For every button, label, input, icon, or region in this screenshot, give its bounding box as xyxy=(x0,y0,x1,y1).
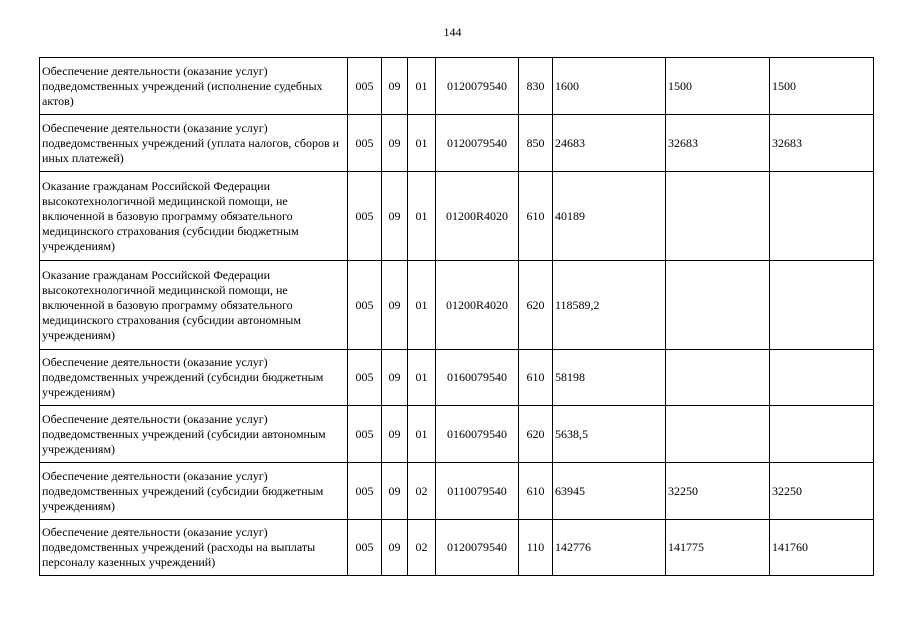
cell-ministry: 005 xyxy=(348,172,382,261)
cell-target: 0110079540 xyxy=(436,463,519,520)
table-row xyxy=(40,350,874,406)
table-row xyxy=(40,172,874,261)
cell-target: 0160079540 xyxy=(436,406,519,463)
table-row xyxy=(40,406,874,463)
cell-ministry: 005 xyxy=(348,520,382,576)
cell-target: 0160079540 xyxy=(436,350,519,406)
cell-name: Обеспечение деятельности (оказание услуг) подведомственных учреждений (исполнение судебных актов) xyxy=(40,58,348,115)
cell-amount-year2: 32250 xyxy=(666,463,770,520)
cell-subsection: 01 xyxy=(408,172,436,261)
cell-target: 0120079540 xyxy=(436,115,519,172)
cell-subsection: 01 xyxy=(408,350,436,406)
cell-name: Обеспечение деятельности (оказание услуг) подведомственных учреждений (субсидии бюджетным учреждениям) xyxy=(40,350,348,406)
cell-amount-year1: 1600 xyxy=(553,58,666,115)
cell-section: 09 xyxy=(382,463,408,520)
cell-ministry: 005 xyxy=(348,261,382,350)
cell-amount-year2 xyxy=(666,261,770,350)
cell-section: 09 xyxy=(382,261,408,350)
cell-ministry: 005 xyxy=(348,58,382,115)
cell-subsection: 01 xyxy=(408,115,436,172)
cell-subsection: 02 xyxy=(408,520,436,576)
cell-amount-year1: 40189 xyxy=(553,172,666,261)
cell-expense-type: 620 xyxy=(519,406,553,463)
cell-name: Обеспечение деятельности (оказание услуг) подведомственных учреждений (субсидии автономным учреждениям) xyxy=(40,406,348,463)
cell-amount-year2 xyxy=(666,406,770,463)
cell-amount-year3: 1500 xyxy=(770,58,874,115)
cell-amount-year3: 141760 xyxy=(770,520,874,576)
cell-expense-type: 610 xyxy=(519,350,553,406)
cell-amount-year1: 63945 xyxy=(553,463,666,520)
cell-amount-year1: 118589,2 xyxy=(553,261,666,350)
cell-ministry: 005 xyxy=(348,406,382,463)
cell-name: Оказание гражданам Российской Федерации высокотехнологичной медицинской помощи, не включенной в базовую программу обязательного медицинского страхования (субсидии автономным учреждениям) xyxy=(40,261,348,350)
cell-expense-type: 850 xyxy=(519,115,553,172)
cell-section: 09 xyxy=(382,115,408,172)
cell-subsection: 02 xyxy=(408,463,436,520)
cell-name: Обеспечение деятельности (оказание услуг) подведомственных учреждений (уплата налогов, сборов и иных платежей) xyxy=(40,115,348,172)
cell-amount-year3: 32250 xyxy=(770,463,874,520)
cell-amount-year3: 32683 xyxy=(770,115,874,172)
cell-subsection: 01 xyxy=(408,58,436,115)
table-row xyxy=(40,58,874,115)
cell-ministry: 005 xyxy=(348,463,382,520)
budget-table xyxy=(39,57,874,576)
cell-name: Обеспечение деятельности (оказание услуг) подведомственных учреждений (субсидии бюджетным учреждениям) xyxy=(40,463,348,520)
page-number: 144 xyxy=(443,25,462,39)
cell-expense-type: 610 xyxy=(519,172,553,261)
table-row xyxy=(40,463,874,520)
cell-amount-year3 xyxy=(770,350,874,406)
cell-target: 0120079540 xyxy=(436,520,519,576)
table-row xyxy=(40,261,874,350)
cell-section: 09 xyxy=(382,172,408,261)
cell-amount-year3 xyxy=(770,406,874,463)
cell-section: 09 xyxy=(382,406,408,463)
cell-target: 01200R4020 xyxy=(436,172,519,261)
cell-subsection: 01 xyxy=(408,261,436,350)
cell-amount-year2: 32683 xyxy=(666,115,770,172)
cell-name: Обеспечение деятельности (оказание услуг) подведомственных учреждений (расходы на выплаты персоналу казенных учреждений) xyxy=(40,520,348,576)
cell-target: 01200R4020 xyxy=(436,261,519,350)
cell-target: 0120079540 xyxy=(436,58,519,115)
cell-amount-year2 xyxy=(666,350,770,406)
cell-amount-year2: 1500 xyxy=(666,58,770,115)
cell-amount-year1: 24683 xyxy=(553,115,666,172)
cell-name: Оказание гражданам Российской Федерации высокотехнологичной медицинской помощи, не включенной в базовую программу обязательного медицинского страхования (субсидии бюджетным учреждениям) xyxy=(40,172,348,261)
table-row xyxy=(40,115,874,172)
cell-subsection: 01 xyxy=(408,406,436,463)
cell-expense-type: 110 xyxy=(519,520,553,576)
cell-section: 09 xyxy=(382,350,408,406)
cell-amount-year2 xyxy=(666,172,770,261)
cell-expense-type: 830 xyxy=(519,58,553,115)
cell-amount-year1: 5638,5 xyxy=(553,406,666,463)
cell-section: 09 xyxy=(382,520,408,576)
cell-section: 09 xyxy=(382,58,408,115)
cell-amount-year1: 142776 xyxy=(553,520,666,576)
cell-amount-year3 xyxy=(770,261,874,350)
cell-amount-year3 xyxy=(770,172,874,261)
cell-expense-type: 610 xyxy=(519,463,553,520)
cell-ministry: 005 xyxy=(348,115,382,172)
table-row xyxy=(40,520,874,576)
cell-ministry: 005 xyxy=(348,350,382,406)
cell-amount-year1: 58198 xyxy=(553,350,666,406)
cell-amount-year2: 141775 xyxy=(666,520,770,576)
cell-expense-type: 620 xyxy=(519,261,553,350)
